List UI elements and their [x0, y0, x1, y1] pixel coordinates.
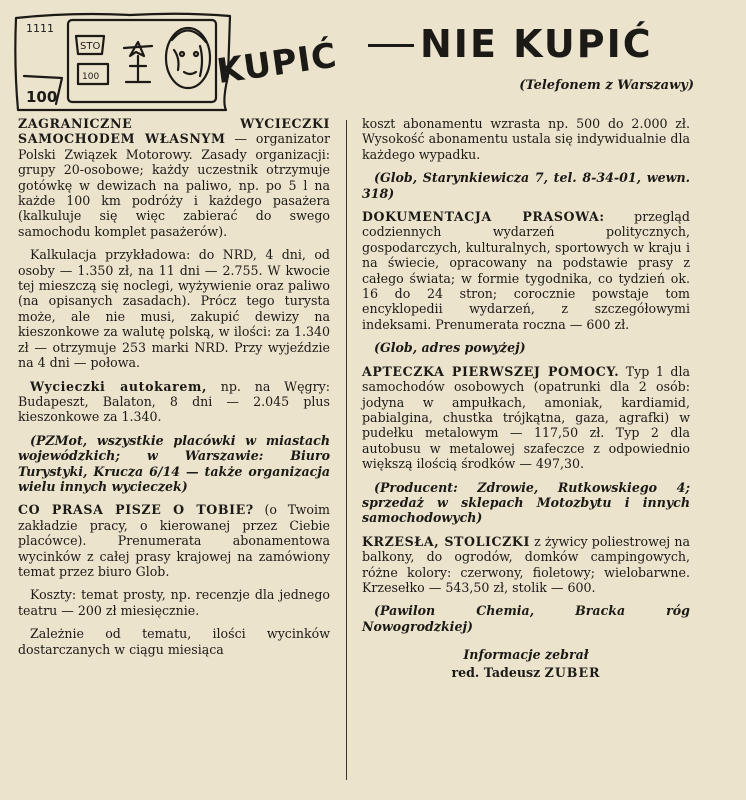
paragraph-chairs-tables: [362, 534, 690, 596]
paragraph-calculation: Kalkulacja przykładowa: do NRD, 4 dni, od osoby — 1.350 zł, na 11 dni — 2.755. W kwocie tej mieszczą się noclegi, wyżywienie oraz paliwo (na opisanych zasadach). Prócz tego turysta może, ale nie musi, zakupić dewizy na kieszonkowe za walutę polską, w ilości: za 1.340 zł — otrzymuje 253 marki NRD. Przy wyjeździe na 4 dni — połowa.: [18, 247, 330, 371]
section-body: np. na Węgry: Budapeszt, Balaton, 8 dni — 2.045 plus kieszonkowe za 1.340.: [18, 378, 330, 425]
sketch-price-tag: STO: [80, 41, 101, 52]
section-body: z żywicy poliestrowej na balkony, do ogrodów, domków campingowych, różne kolory: czerwony, fioletowy; wielobarwne. Krzesełko — 543,50 zł, stolik — 600.: [362, 533, 690, 595]
right-column: [362, 116, 690, 682]
author-surname: ZUBER: [544, 665, 601, 681]
section-heading: APTECZKA PIERWSZEJ POMOCY.: [362, 363, 620, 379]
section-heading: KRZESŁA, STOLICZKI: [362, 533, 530, 549]
section-body: Typ 1 dla samochodów osobowych (opatrunki dla 2 osób: jodyna w ampułkach, amoniak, kardiamid, pabialgina, chustka trójkątna, gaza, agrafki) w pudełku metalowym — 117,50 zł. Typ 2 dla autobusu w metalowej szafeczce z odpowiednio większą ilością środków — 497,30.: [362, 363, 690, 472]
sketch-number: 100: [26, 88, 58, 106]
paragraph-subscription-cost: koszt abonamentu wzrasta np. 500 do 2.000 zł. Wysokość abonamentu ustala się indywidualnie dla każdego wypadku.: [362, 116, 690, 162]
byline: (Telefonem z Warszawy): [519, 78, 694, 93]
section-heading: ZAGRANICZNE WYCIECZKI SAMOCHODEM WŁASNYM: [18, 116, 330, 147]
section-body: (o Twoim zakładzie pracy, o kierowanej przez Ciebie placówce). Prenumerata abonamentowa wycinków z całej prasy krajowej na zamówiony temat przez biuro Glob.: [18, 502, 330, 579]
signoff: [362, 646, 690, 682]
source-note: (PZMot, wszystkie placówki w miastach wojewódzkich; w Warszawie: Biuro Turystyki, Krucza 6/14 — także organizacja wielu innych wycieczek): [18, 432, 330, 494]
paragraph-press-documentation: [362, 209, 690, 332]
section-body: — organizator Polski Związek Motorowy. Zasady organizacji: grupy 20-osobowe; każdy uczestnik otrzymuje gotówkę w dewizach na paliwo, np. po 5 l na każde 100 km podróży i każdego pasażera (kalkuluje się więc zabierać do swego samochodu komplet pasażerów).: [18, 131, 330, 239]
masthead: [8, 4, 738, 116]
paragraph-press-clippings: [18, 502, 330, 579]
sketch-note: 100: [82, 72, 100, 82]
paragraph-bus-trips: [18, 379, 330, 425]
signoff-author: [362, 664, 690, 682]
section-heading: Wycieczki autokarem,: [30, 378, 207, 394]
headline-part-1: KUPIĆ: [214, 35, 340, 92]
sketch-scribble: 1111: [26, 22, 54, 35]
paragraph-costs: Koszty: temat prosty, np. recenzje dla jednego teatru — 200 zł miesięcznie.: [18, 587, 330, 618]
source-note: (Pawilon Chemia, Bracka róg Nowogrodzkiej): [362, 603, 690, 634]
section-body: przegląd codziennych wydarzeń politycznych, gospodarczych, kulturalnych, sportowych w kraju i na świecie, opracowany na podstawie prasy z całego świata; w formie tygodnika, co tydzień ok. 16 do 24 stron; corocznie powstaje tom encyklopedii wydarzeń, z szczegółowymi indeksami. Prenumerata roczna — 600 zł.: [362, 209, 690, 332]
header-sketch-illustration: [12, 6, 234, 112]
section-heading: CO PRASA PISZE O TOBIE?: [18, 502, 254, 518]
section-heading: DOKUMENTACJA PRASOWA:: [362, 209, 605, 225]
headline-dash: [368, 44, 414, 47]
left-column: [18, 116, 330, 665]
source-note: (Producent: Zdrowie, Rutkowskiego 4; sprzedaż w sklepach Motozbytu i innych samochodowych): [362, 479, 690, 526]
paragraph-car-trips: [18, 116, 330, 239]
paragraph-first-aid-kit: [362, 364, 690, 472]
headline-part-2: NIE KUPIĆ: [420, 22, 653, 66]
sketch-drawing-icon: [12, 6, 234, 112]
column-divider: [346, 120, 347, 780]
author-prefix: red. Tadeusz: [451, 665, 541, 681]
paragraph-continued: Zależnie od tematu, ilości wycinków dostarczanych w ciągu miesiąca: [18, 626, 330, 657]
signoff-line: Informacje zebrał: [463, 647, 589, 663]
source-note: (Glob, Starynkiewicza 7, tel. 8-34-01, wewn. 318): [362, 170, 690, 201]
source-note: (Glob, adres powyżej): [374, 340, 526, 356]
